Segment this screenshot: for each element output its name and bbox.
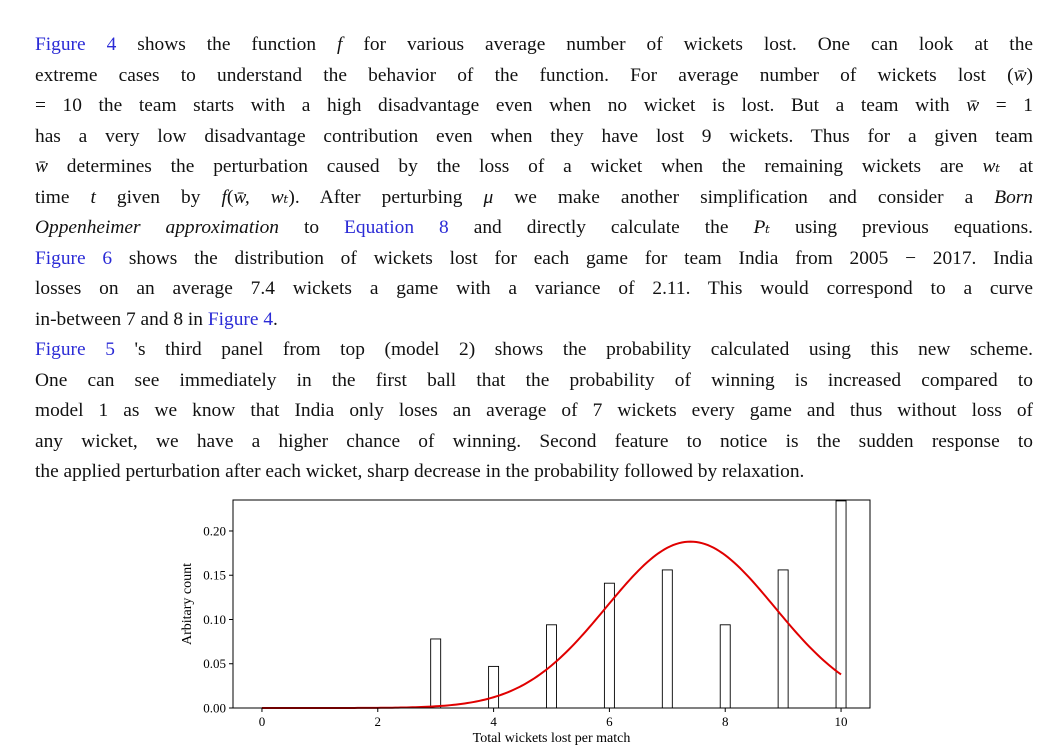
text-span: = 1 [979,95,1033,116]
text-span: 's third panel from top (model 2) shows the probability calculated using this new scheme. [114,339,1033,360]
math-symbol: Oppenheimer approximation [35,217,279,238]
text-span: losses on an average 7.4 wickets a game with a variance of 2.11. This would correspond to a curve [35,278,1033,299]
math-symbol: Pₜ [753,217,771,238]
histogram-bar [836,501,846,708]
text-span: ) [1026,64,1033,86]
x-tick-label: 2 [374,714,382,729]
text-span: at [1000,156,1033,177]
histogram-bar [720,625,730,708]
body-text [6,30,1033,488]
math-symbol: w̄ [1013,64,1027,86]
text-span: = 10 the team starts with a high disadvantage even when no wicket is lost. But a team with [35,95,967,116]
text-line [6,335,1033,366]
math-symbol: f [221,186,227,208]
math-symbol: w̄ [35,156,48,177]
math-symbol: w̄, wₜ [233,186,289,208]
wickets-histogram-chart [0,480,1039,752]
histogram-bar [662,570,672,708]
text-line [6,30,1033,61]
text-line [6,427,1033,458]
text-span: has a very low disadvantage contribution even when they have lost 9 wickets. Thus for a given team [35,125,1033,147]
cross-reference-link[interactable]: Figure 6 [35,247,113,269]
cross-reference-link[interactable]: Figure 4 [35,34,117,55]
y-tick-label: 0.00 [203,700,226,716]
histogram-bar [489,666,499,708]
histogram-bar [431,639,441,708]
text-span: shows the function [116,34,338,55]
cross-reference-link[interactable]: Equation 8 [344,217,449,238]
text-span: . [273,308,278,330]
text-line [6,274,1033,305]
x-tick-label: 10 [834,714,848,729]
y-tick-label: 0.05 [203,656,226,672]
y-axis-label: Arbitary count [180,562,195,646]
paragraph-2 [6,335,1033,488]
text-line [6,91,1033,122]
x-tick-label: 6 [606,714,613,729]
y-tick-label: 0.15 [203,567,226,583]
text-span: for various average number of wickets lost. One can look at the [342,34,1033,55]
text-span: the applied perturbation after each wicket, sharp decrease in the probability followed by relaxation. [35,461,805,482]
text-span: extreme cases to understand the behavior of the function. For average number of wickets lost ( [35,64,1014,86]
text-line [6,152,1033,183]
text-line [6,61,1033,92]
math-symbol: f [337,34,343,55]
text-span: given by [95,186,222,208]
math-symbol: wₜ [982,156,1001,177]
text-span: ). After perturbing [288,186,484,208]
text-span: using previous equations. [770,217,1033,238]
histogram-bar [778,570,788,708]
x-tick-label: 4 [490,714,497,729]
text-span: any wicket, we have a higher chance of winning. Second feature to notice is the sudden response to [35,430,1033,452]
text-span: time [35,186,91,208]
text-line [6,183,1033,214]
math-symbol: t [90,186,96,208]
text-span: to [279,217,345,238]
text-span: model 1 as we know that India only loses an average of 7 wickets every game and thus without loss of [35,400,1033,421]
text-line [6,396,1033,427]
math-symbol: Born [994,186,1034,208]
math-symbol: w̄ [966,95,980,116]
text-line [6,213,1033,244]
text-line [6,122,1033,153]
text-line [6,244,1033,275]
figure-6 [0,480,1039,752]
math-symbol: μ [483,186,494,208]
x-tick-label: 0 [258,714,266,729]
paragraph-1 [6,30,1033,335]
y-tick-label: 0.20 [203,523,226,539]
cross-reference-link[interactable]: Figure 4 [207,308,274,330]
cross-reference-link[interactable]: Figure 5 [35,339,115,360]
text-span: determines the perturbation caused by the loss of a wicket when the remaining wickets are [47,156,983,177]
text-span: One can see immediately in the first ball that the probability of winning is increased compared to [35,369,1033,391]
text-span: ( [226,186,234,208]
text-line [6,366,1033,397]
text-span: shows the distribution of wickets lost for each game for team India from 2005 − 2017. India [112,247,1033,269]
y-tick-label: 0.10 [203,611,226,627]
text-span: and directly calculate the [448,217,754,238]
x-tick-label: 8 [721,714,729,729]
x-axis-label: Total wickets lost per match [472,731,631,746]
text-span: in-between 7 and 8 in [35,308,208,330]
text-line [6,305,1033,336]
text-span: we make another simplification and consider a [493,186,995,208]
